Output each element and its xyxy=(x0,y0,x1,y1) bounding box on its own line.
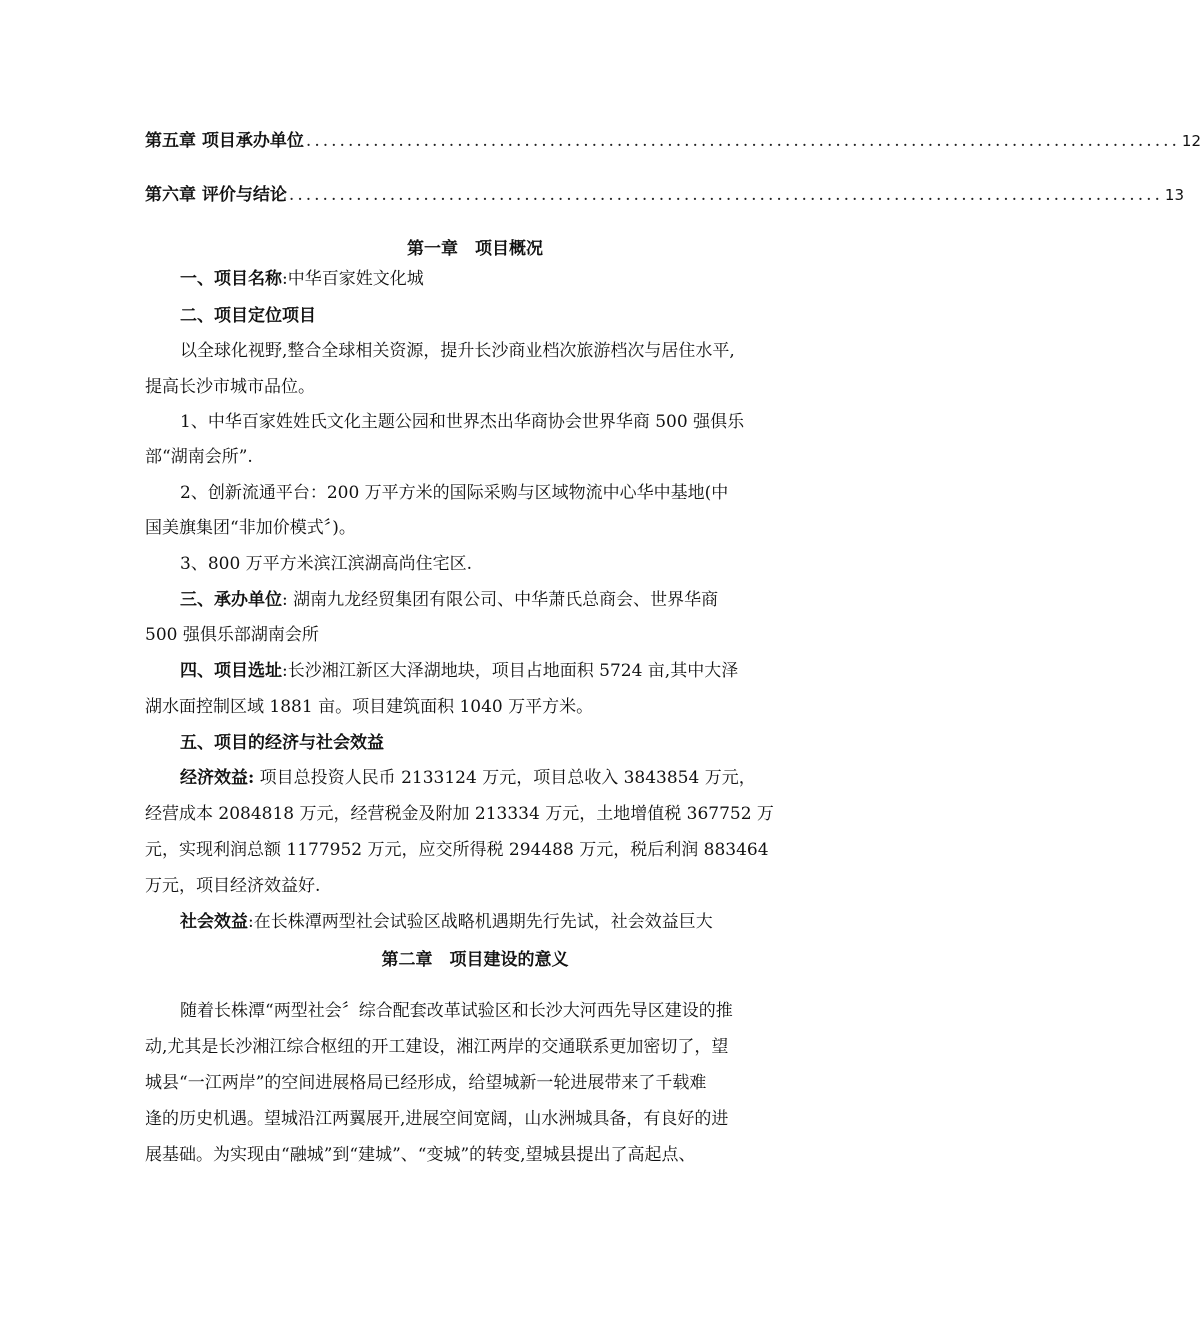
toc-title: 第五章 项目承办单位 xyxy=(145,131,304,151)
section-label: 四、项目选址 xyxy=(180,661,282,681)
paragraph-line: 经营成本 2084818 万元，经营税金及附加 213334 万元，土地增值税 367752 万 xyxy=(145,804,774,824)
chapter2-heading: 第二章 项目建设的意义 xyxy=(381,950,569,970)
section-label: 三、承办单位 xyxy=(180,590,282,610)
section-text: :中华百家姓文化城 xyxy=(282,269,424,289)
paragraph-line: 湖水面控制区域 1881 亩。项目建筑面积 1040 万平方米。 xyxy=(145,697,594,717)
section-label: 社会效益 xyxy=(180,912,248,932)
paragraph-line: 逢的历史机遇。望城沿江两翼展开,进展空间宽阔，山水洲城具备，有良好的进 xyxy=(145,1109,729,1129)
section-text: :在长株潭两型社会试验区战略机遇期先行先试，社会效益巨大 xyxy=(248,912,713,932)
paragraph-line: 元，实现利润总额 1177952 万元，应交所得税 294488 万元，税后利润 883464 xyxy=(145,840,769,860)
section-label: 一、项目名称 xyxy=(180,269,282,289)
paragraph-line: 500 强俱乐部湖南会所 xyxy=(145,625,319,645)
project-positioning-heading: 二、项目定位项目 xyxy=(180,306,316,326)
section-text: : 湖南九龙经贸集团有限公司、中华萧氏总商会、世界华商 xyxy=(282,590,719,610)
toc-leader-dots: ........................................................................................................ xyxy=(288,185,1163,205)
organizer-line xyxy=(180,589,718,611)
list-item-line: 国美旗集团“非加价模式〞)。 xyxy=(145,518,356,538)
toc-title: 第六章 评价与结论 xyxy=(145,185,287,205)
list-item-line: 3、800 万平方米滨江滨湖高尚住宅区. xyxy=(180,554,473,574)
toc-leader-dots: ........................................................................................................ xyxy=(305,131,1180,151)
toc-entry-chapter5[interactable] xyxy=(145,126,1201,151)
section-text: 项目总投资人民币 2133124 万元，项目总收入 3843854 万元， xyxy=(254,768,756,788)
section-label: 经济效益: xyxy=(180,768,255,788)
benefits-heading: 五、项目的经济与社会效益 xyxy=(180,733,384,753)
site-line xyxy=(180,660,738,682)
list-item-line: 2、创新流通平台：200 万平方米的国际采购与区域物流中心华中基地(中 xyxy=(180,483,729,503)
paragraph-line: 万元，项目经济效益好. xyxy=(145,876,321,896)
toc-page-number: 12 xyxy=(1181,132,1201,150)
paragraph-line: 提高长沙市城市品位。 xyxy=(145,377,315,397)
paragraph-line: 以全球化视野,整合全球相关资源，提升长沙商业档次旅游档次与居住水平, xyxy=(180,341,735,361)
toc-page-number: 13 xyxy=(1164,186,1185,204)
paragraph-line: 随着长株潭“两型社会〞综合配套改革试验区和长沙大河西先导区建设的推 xyxy=(180,1001,733,1021)
list-item-line: 部“湖南会所”. xyxy=(145,447,253,467)
toc-entry-chapter6[interactable] xyxy=(145,180,1185,205)
social-benefit-line xyxy=(180,911,713,933)
paragraph-line: 城县“一江两岸”的空间进展格局已经形成，给望城新一轮进展带来了千载难 xyxy=(145,1073,707,1093)
chapter1-heading: 第一章 项目概况 xyxy=(407,239,543,259)
list-item-line: 1、中华百家姓姓氏文化主题公园和世界杰出华商协会世界华商 500 强俱乐 xyxy=(180,412,745,432)
section-text: :长沙湘江新区大泽湖地块，项目占地面积 5724 亩,其中大泽 xyxy=(282,661,739,681)
paragraph-line: 动,尤其是长沙湘江综合枢纽的开工建设，湘江两岸的交通联系更加密切了，望 xyxy=(145,1037,729,1057)
project-name-line xyxy=(180,268,424,290)
economic-benefit-line xyxy=(180,767,756,789)
paragraph-line: 展基础。为实现由“融城”到“建城”、“变城”的转变,望城县提出了高起点、 xyxy=(145,1145,696,1165)
